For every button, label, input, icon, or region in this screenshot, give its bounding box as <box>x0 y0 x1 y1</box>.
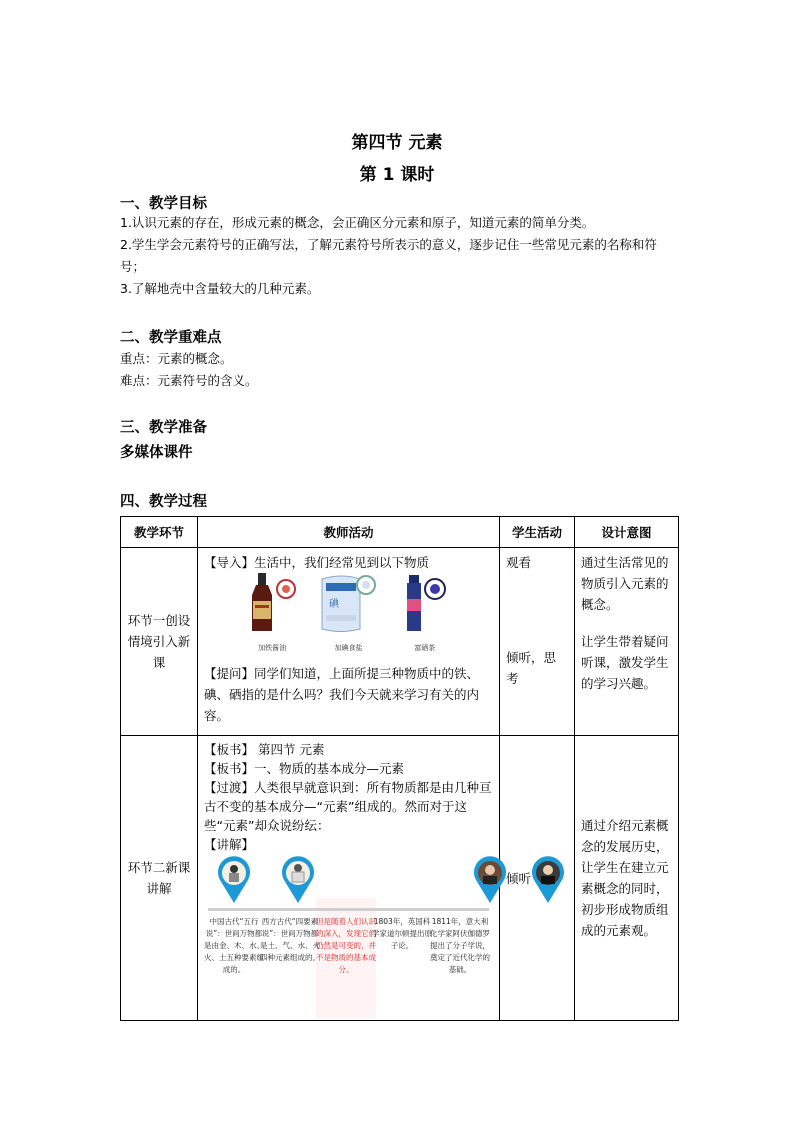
header-intent: 设计意图 <box>575 517 679 548</box>
product-caption-2: 加碘食盐 <box>334 644 363 652</box>
transition-text: 【过渡】人类很早就意识到：所有物质都是由几种亘古不变的基本成分—“元素”组成的。然而对于这些“元素”却众说纷纭： <box>204 780 492 833</box>
timeline-item-2: 西方古代“四要素说”：世间万物都是土、气、水、火四种元素组成的。 <box>260 917 320 962</box>
question-text: 【提问】同学们知道，上面所提三种物质中的铁、碘、硒指的是什么吗？我们今天就来学习有关的内容。 <box>204 666 480 723</box>
table-header-row <box>121 517 679 548</box>
goal-item-1: 1.认识元素的存在，形成元素的概念，会正确区分元素和原子，知道元素的简单分类。 <box>120 215 595 230</box>
timeline-item-1: 中国古代“五行说”：世间万物都是由金、木、水、火、土五种要素组成的。 <box>204 917 264 974</box>
difficulty-point: 难点：元素符号的含义。 <box>120 373 258 388</box>
teacher-activity-2 <box>198 736 500 1021</box>
timeline-item-5: 1811年，意大利化学家阿伏伽德罗提出了分子学说，奠定了近代化学的基础。 <box>430 917 490 974</box>
goals-heading: 一、教学目标 <box>120 196 207 212</box>
svg-text:碘: 碘 <box>329 599 340 610</box>
product-images <box>234 579 463 659</box>
soy-sauce-bottle-icon <box>246 571 298 635</box>
product-soy-sauce <box>234 571 310 659</box>
prep-heading: 三、教学准备 <box>120 420 207 436</box>
board-1: 【板书】 第四节 元素 <box>204 742 325 757</box>
salt-bag-icon <box>318 571 378 635</box>
product-tea <box>387 571 463 659</box>
student-listen: 倾听 <box>506 870 532 886</box>
prep-content: 多媒体课件 <box>120 445 193 461</box>
student-listen-think: 倾听，思考 <box>506 650 557 686</box>
timeline-item-3: 但是随着人们认识的深入，发现它们仍然是可变的，并不是物质的基本成分。 <box>316 917 376 974</box>
ancient-west-pin-icon <box>280 856 316 904</box>
spacer <box>506 573 568 647</box>
timeline-line <box>208 908 489 911</box>
intent-text-2: 让学生带着疑问听课，激发学生的学习兴趣。 <box>581 634 669 691</box>
table-row <box>121 548 679 736</box>
design-intent-1 <box>575 548 679 736</box>
avogadro-pin-icon <box>530 856 566 904</box>
lecture-label: 【讲解】 <box>204 837 255 852</box>
focus-point: 重点：元素的概念。 <box>120 351 233 366</box>
process-table <box>120 516 679 1021</box>
intent-text-1: 通过生活常见的物质引入元素的概念。 <box>581 555 669 612</box>
header-stage: 教学环节 <box>121 517 198 548</box>
student-watch: 观看 <box>506 555 532 570</box>
product-caption-1: 加铁酱油 <box>258 644 287 652</box>
stage-1: 环节一创设情境引入新课 <box>121 548 198 736</box>
process-heading: 四、教学过程 <box>120 494 207 510</box>
tea-bottle-icon <box>399 571 451 635</box>
table-row <box>121 736 679 1021</box>
stage-2: 环节二新课讲解 <box>121 736 198 1021</box>
product-caption-3: 富硒茶 <box>414 644 436 652</box>
teacher-activity-1 <box>198 548 500 736</box>
dalton-pin-icon <box>472 856 508 904</box>
key-points-heading: 二、教学重难点 <box>120 330 222 346</box>
intro-text: 【导入】生活中，我们经常见到以下物质 <box>204 555 430 570</box>
intent-text-3: 通过介绍元素概念的发展历史，让学生在建立元素概念的同时，初步形成物质组成的元素观。 <box>581 818 669 938</box>
page-subtitle: 第 1 课时 <box>359 165 435 185</box>
header-student: 学生活动 <box>500 517 575 548</box>
ancient-china-pin-icon <box>216 856 252 904</box>
board-2: 【板书】一、物质的基本成分—元素 <box>204 761 405 776</box>
student-activity-1 <box>500 548 575 736</box>
design-intent-2 <box>575 736 679 1021</box>
spacer <box>581 615 672 631</box>
page-title: 第四节 元素 <box>351 133 443 153</box>
product-salt <box>310 571 386 659</box>
element-history-timeline <box>204 856 493 1016</box>
timeline-item-4: 1803年，英国科学家道尔顿提出原子论。 <box>372 917 432 950</box>
goal-item-3: 3.了解地壳中含量较大的几种元素。 <box>120 281 320 296</box>
header-teacher: 教师活动 <box>198 517 500 548</box>
goal-item-2: 2.学生学会元素符号的正确写法，了解元素符号所表示的意义，逐步记住一些常见元素的名称和符号； <box>120 237 657 274</box>
